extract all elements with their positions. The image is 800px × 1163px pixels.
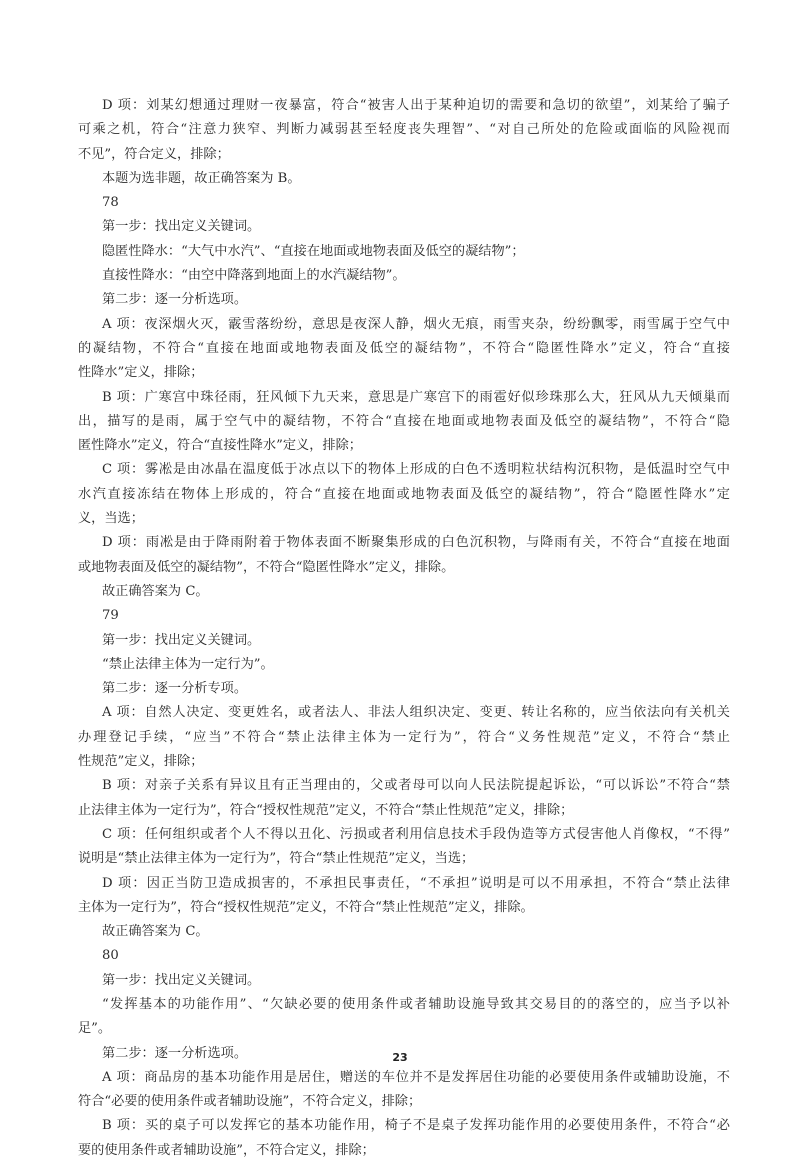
text-line: 要的使用条件或者辅助设施”，不符合定义，排除； (78, 1142, 375, 1158)
text-line: 的凝结物，不符合“直接在地面或地物表面及低空的凝结物”，不符合“隐匿性降水”定义，符合“直接 (78, 340, 730, 356)
text-line: B 项：广寒宫中珠径雨，狂风倾下九天来，意思是广寒宫下的雨雹好似珍珠那么大，狂风从九天倾巢而 (102, 389, 730, 405)
text-line: 可乘之机，符合“注意力狭窄、判断力减弱甚至轻度丧失理智”、“对自己所处的危险或面临的风险视而 (78, 122, 730, 138)
text-line: B 项：买的桌子可以发挥它的基本功能作用，椅子不是桌子发挥功能作用的必要使用条件，不符合“必 (102, 1118, 730, 1134)
text-line: 直接性降水：“由空中降落到地面上的水汽凝结物”。 (102, 268, 406, 284)
text-line: 性规范”定义，排除； (78, 754, 204, 770)
text-line: 主体为一定行为”，符合“授权性规范”定义，不符合“禁止性规范”定义，排除。 (78, 899, 534, 915)
text-line: 本题为选非题，故正确答案为 B。 (102, 170, 301, 186)
text-line: 匿性降水”定义，符合“直接性降水”定义，排除； (78, 438, 362, 454)
text-line: 符合“必要的使用条件或者辅助设施”，不符合定义，排除； (78, 1094, 422, 1110)
text-line: 隐匿性降水：“大气中水汽”、“直接在地面或地物表面及低空的凝结物”； (102, 243, 525, 259)
text-line: 足”。 (78, 1021, 112, 1037)
document-body (78, 94, 730, 1163)
text-line: D 项：雨凇是由于降雨附着于物体表面不断聚集形成的白色沉积物，与降雨有关，不符合“直接在地面 (102, 535, 730, 551)
text-line: 第一步：找出定义关键词。 (102, 972, 261, 988)
text-line: 故正确答案为 C。 (102, 583, 209, 599)
text-line: 办理登记手续，“应当”不符合“禁止法律主体为一定行为”，符合“义务性规范”定义，不符合“禁止 (78, 729, 730, 745)
text-line: 故正确答案为 C。 (102, 924, 209, 940)
text-line: 78 (102, 195, 119, 211)
text-line: 出，描写的是雨，属于空气中的凝结物，不符合“直接在地面或地物表面及低空的凝结物”，不符合“隐 (78, 413, 730, 429)
page-number: 23 (392, 1051, 408, 1064)
text-line: 不见”，符合定义，排除； (78, 146, 230, 162)
text-line: 说明是“禁止法律主体为一定行为”，符合“禁止性规范”定义，当选； (78, 851, 475, 867)
text-line: B 项：对亲子关系有异议且有正当理由的，父或者母可以向人民法院提起诉讼，“可以诉讼”不符合“禁 (102, 778, 730, 794)
text-line: 第一步：找出定义关键词。 (102, 219, 261, 235)
text-line: 第一步：找出定义关键词。 (102, 632, 261, 648)
text-line: D 项：刘某幻想通过理财一夜暴富，符合“被害人出于某种迫切的需要和急切的欲望”，刘某给了骗子 (102, 98, 730, 113)
text-line: 性降水”定义，排除； (78, 365, 204, 381)
text-line: 第二步：逐一分析专项。 (102, 681, 248, 697)
text-line: 止法律主体为一定行为”，符合“授权性规范”定义，不符合“禁止性规范”定义，排除； (78, 802, 574, 818)
text-line: A 项：商品房的基本功能作用是居住，赠送的车位并不是发挥居住功能的必要使用条件或辅助设施，不 (102, 1069, 730, 1085)
text-line: A 项：夜深烟火灭，霰雪落纷纷，意思是夜深人静，烟火无痕，雨雪夹杂，纷纷飘零，雨雪属于空气中 (102, 316, 730, 332)
text-line: D 项：因正当防卫造成损害的，不承担民事责任，“不承担”说明是可以不用承担，不符合“禁止法律 (102, 875, 730, 891)
text-line: 义，当选； (78, 511, 144, 527)
text-line: C 项：任何组织或者个人不得以丑化、污损或者利用信息技术手段伪造等方式侵害他人肖像权，“不得” (102, 826, 730, 842)
text-line: 水汽直接冻结在物体上形成的，符合“直接在地面或地物表面及低空的凝结物”，符合“隐匿性降水”定 (78, 486, 730, 502)
text-line: 79 (102, 608, 119, 624)
text-line: C 项：雾凇是由冰晶在温度低于冰点以下的物体上形成的白色不透明粒状结构沉积物，是低温时空气中 (102, 462, 730, 478)
text-line: 第二步：逐一分析选项。 (102, 292, 248, 308)
text-line: 或地物表面及低空的凝结物”，不符合“隐匿性降水”定义，排除。 (78, 559, 455, 575)
text-line: 第二步：逐一分析选项。 (102, 1045, 248, 1061)
text-line: “禁止法律主体为一定行为”。 (102, 656, 274, 672)
text-line: A 项：自然人决定、变更姓名，或者法人、非法人组织决定、变更、转让名称的，应当依法向有关机关 (102, 705, 730, 721)
text-line: “发挥基本的功能作用”、“欠缺必要的使用条件或者辅助设施导致其交易目的的落空的，应当予以补 (102, 996, 730, 1012)
text-line: 80 (102, 948, 119, 964)
